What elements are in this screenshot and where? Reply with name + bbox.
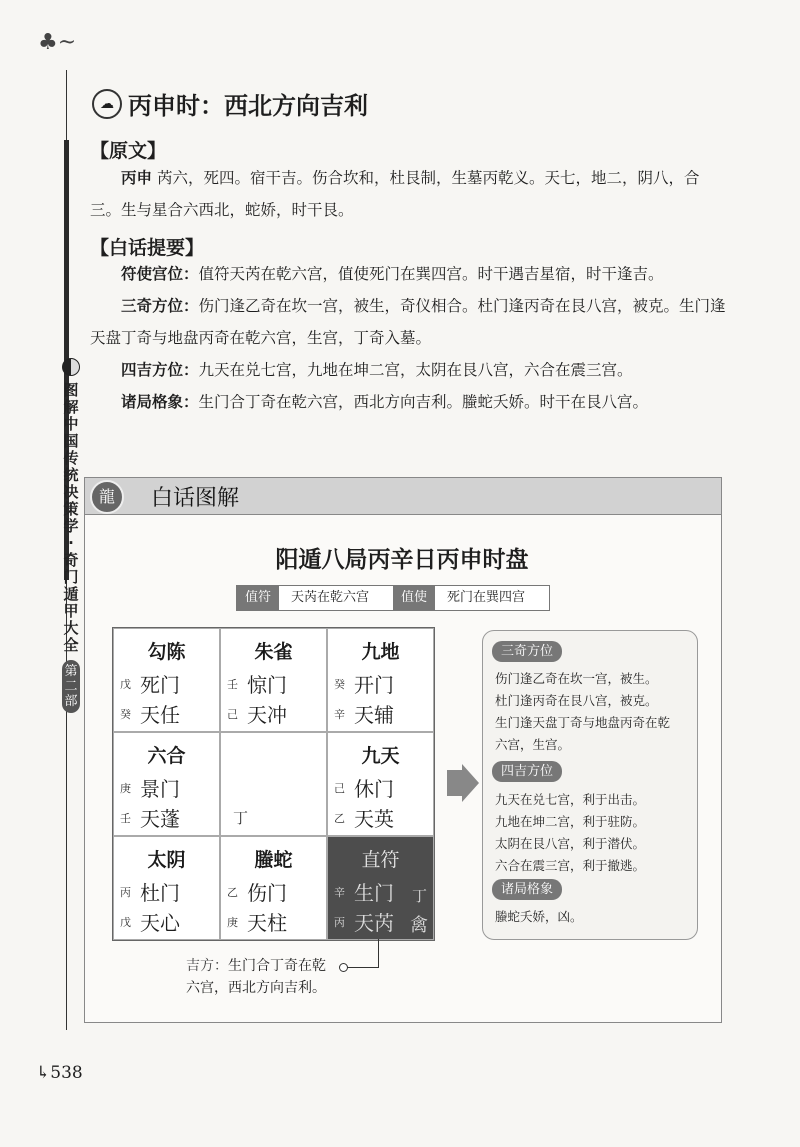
info-line: 九天在兑七宫，利于出击。 xyxy=(495,792,646,807)
zhishi-value: 死门在巽四宫 xyxy=(435,586,549,610)
siji-tag: 四吉方位 xyxy=(492,761,562,782)
section-title-text: 丙申时：西北方向吉利 xyxy=(128,92,368,120)
spirit: 六合 xyxy=(147,745,186,767)
chart-title: 阳遁八局丙辛日丙申时盘 xyxy=(275,547,529,573)
door: 生门 xyxy=(354,881,394,905)
center-stem: 丁 xyxy=(233,809,249,827)
zhishi-label: 值使 xyxy=(393,586,435,610)
panel-header xyxy=(85,478,721,515)
earth-stem: 壬 xyxy=(120,811,131,825)
palace-cell-xun xyxy=(113,628,220,732)
palace-cell-zhen xyxy=(113,732,220,836)
earth-stem: 丙 xyxy=(334,915,345,929)
dragon-emblem-icon: 龍 xyxy=(90,480,124,514)
yin-yang-icon xyxy=(62,358,80,376)
info-line: 太阴在艮八宫，利于潜伏。 xyxy=(495,836,646,851)
info-line: 六合在震三宫，利于撤逃。 xyxy=(495,858,646,873)
summary-text: 九天在兑七宫，九地在坤二宫，太阴在艮八宫，六合在震三宫。 xyxy=(198,361,633,379)
auspicious-callout xyxy=(186,955,356,999)
panel-title: 白话图解 xyxy=(151,486,240,511)
palace-cell-kun xyxy=(327,628,434,732)
zhifu-label: 值符 xyxy=(237,586,279,610)
summary-label: 四吉方位： xyxy=(121,361,199,379)
spirit: 直符 xyxy=(361,849,400,871)
star: 天蓬 xyxy=(140,807,180,831)
heaven-stem: 戊 xyxy=(120,677,131,691)
callout-label: 吉方： xyxy=(186,958,228,974)
siji-lines xyxy=(495,789,691,877)
summary-text: 值符天芮在乾六宫，值使死门在巽四宫。时干遇吉星宿，时干逢吉。 xyxy=(198,265,664,283)
original-paragraph xyxy=(90,162,726,226)
info-line: 六宫，生宫。 xyxy=(495,737,571,752)
extra-stem: 丁 xyxy=(412,887,428,905)
extra-star: 禽 xyxy=(410,915,428,936)
summary-item xyxy=(90,290,730,354)
spirit: 朱雀 xyxy=(254,641,293,663)
part-badge: 第二部 xyxy=(62,660,80,713)
nine-palace-grid xyxy=(112,627,435,941)
door: 景门 xyxy=(140,777,180,801)
earth-stem: 乙 xyxy=(334,811,345,825)
info-line: 伤门逢乙奇在坎一宫，被生。 xyxy=(495,671,658,686)
original-heading: 【原文】 xyxy=(90,140,167,162)
sidebar xyxy=(58,358,84,713)
palace-cell-qian xyxy=(327,836,434,940)
earth-stem: 庚 xyxy=(227,915,238,929)
heaven-stem: 己 xyxy=(334,781,345,795)
original-text: 芮六，死四。宿干吉。伤合坎和，杜艮制，生墓丙乾义。天七，地二，阴八，合三。生与星合六西北，蛇娇，时干艮。 xyxy=(90,169,700,219)
heaven-stem: 壬 xyxy=(227,677,238,691)
star: 天辅 xyxy=(354,703,394,727)
duty-bar xyxy=(236,585,550,611)
star: 天柱 xyxy=(247,911,287,935)
book-title: 图解中国传统决策学·奇门遁甲大全 xyxy=(63,381,79,654)
info-line: 杜门逢丙奇在艮八宫，被克。 xyxy=(495,693,658,708)
summary-item xyxy=(90,354,730,386)
star: 天冲 xyxy=(247,703,287,727)
palace-cell-dui xyxy=(327,732,434,836)
original-lead: 丙申 xyxy=(121,169,153,187)
palace-cell-kan xyxy=(220,836,327,940)
analysis-box xyxy=(482,630,698,940)
zhifu-value: 天芮在乾六宫 xyxy=(279,586,393,610)
heaven-stem: 庚 xyxy=(120,781,131,795)
star: 天任 xyxy=(140,703,180,727)
callout-line: 六宫，西北方向吉利。 xyxy=(186,980,326,996)
cloud-emblem-icon: ☁ xyxy=(92,89,122,119)
sanqi-lines xyxy=(495,668,691,756)
summary-text: 伤门逢乙奇在坎一宫，被生，奇仪相合。杜门逢丙奇在艮八宫，被克。生门逢天盘丁奇与地盘丙奇在乾六宫，生宫，丁奇入墓。 xyxy=(90,297,726,347)
heaven-stem: 癸 xyxy=(334,677,345,691)
earth-stem: 辛 xyxy=(334,707,345,721)
spirit: 螣蛇 xyxy=(254,849,293,871)
summary-label: 三奇方位： xyxy=(121,297,199,315)
arrow-right-head-icon xyxy=(462,764,479,802)
door: 开门 xyxy=(354,673,394,697)
geju-tag: 诸局格象 xyxy=(492,879,562,900)
star: 天心 xyxy=(140,911,180,935)
corner-flourish-icon: ♣~ xyxy=(38,30,77,55)
door: 休门 xyxy=(354,777,394,801)
summary-item xyxy=(90,386,730,418)
spirit: 太阴 xyxy=(147,849,186,871)
summary-heading: 【白话提要】 xyxy=(90,237,205,259)
info-line: 生门逢天盘丁奇与地盘丙奇在乾 xyxy=(495,715,671,730)
callout-connector xyxy=(378,939,379,968)
info-line: 九地在坤二宫，利于驻防。 xyxy=(495,814,646,829)
sanqi-tag: 三奇方位 xyxy=(492,641,562,662)
summary-item xyxy=(90,258,730,290)
earth-stem: 戊 xyxy=(120,915,131,929)
spirit: 勾陈 xyxy=(147,641,186,663)
star: 天芮 xyxy=(354,911,394,935)
heaven-stem: 乙 xyxy=(227,885,238,899)
section-title xyxy=(92,86,368,121)
callout-line: 生门合丁奇在乾 xyxy=(228,958,326,974)
summary-label: 符使宫位： xyxy=(121,265,199,283)
spirit: 九天 xyxy=(361,745,400,767)
info-line: 螣蛇夭娇，凶。 xyxy=(495,909,583,924)
earth-stem: 己 xyxy=(227,707,238,721)
spirit: 九地 xyxy=(361,641,400,663)
heaven-stem: 丙 xyxy=(120,885,131,899)
palace-cell-gen xyxy=(113,836,220,940)
summary-text: 生门合丁奇在乾六宫，西北方向吉利。螣蛇夭娇。时干在艮八宫。 xyxy=(198,393,649,411)
door: 惊门 xyxy=(247,673,287,697)
geju-lines xyxy=(495,906,691,928)
door: 杜门 xyxy=(140,881,180,905)
page-number-swash-icon: ↳ xyxy=(36,1063,51,1083)
palace-cell-center xyxy=(220,732,327,836)
palace-cell-li xyxy=(220,628,327,732)
earth-stem: 癸 xyxy=(120,707,131,721)
page-number-text: 538 xyxy=(50,1063,83,1083)
star: 天英 xyxy=(354,807,394,831)
door: 伤门 xyxy=(247,881,287,905)
door: 死门 xyxy=(140,673,180,697)
page-number xyxy=(36,1063,83,1083)
heaven-stem: 辛 xyxy=(334,885,345,899)
summary-label: 诸局格象： xyxy=(121,393,199,411)
